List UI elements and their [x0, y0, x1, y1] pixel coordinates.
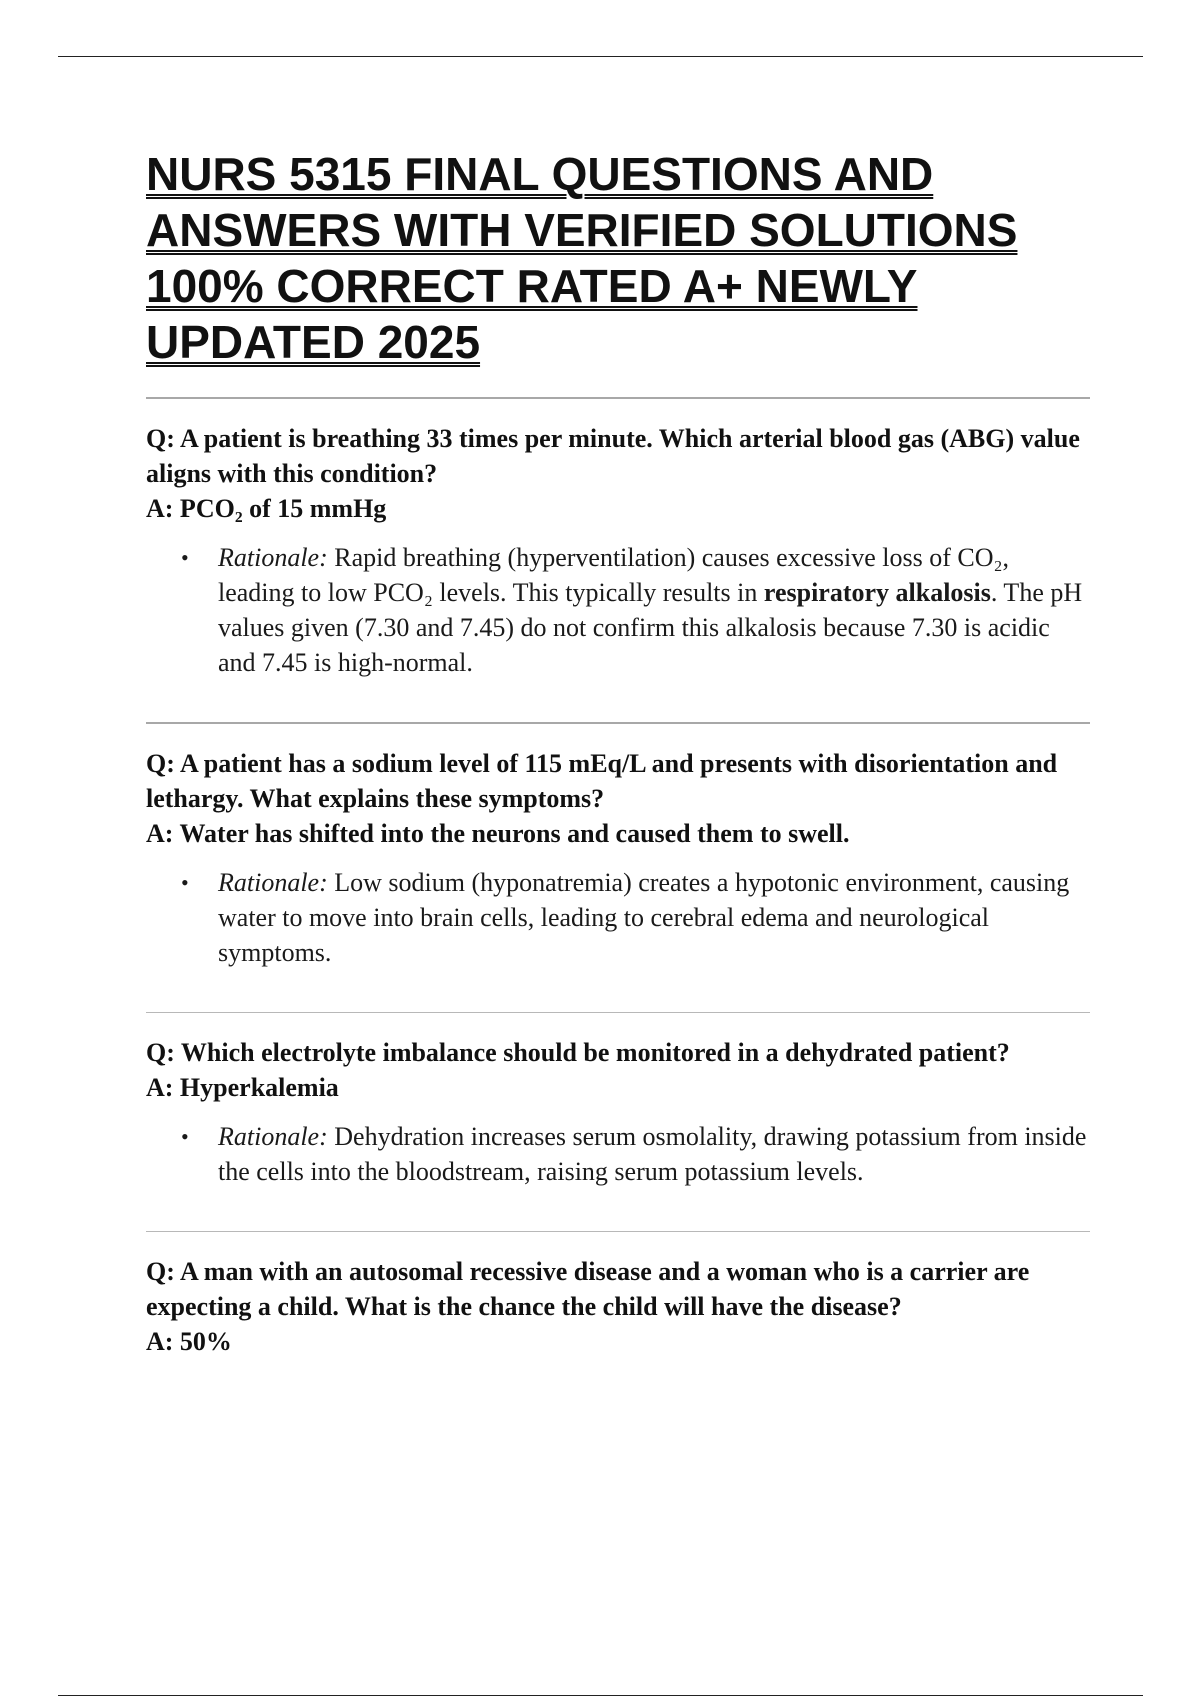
rationale-text: Rapid breathing (hyperventilation) causes excessive loss of CO₂, leading to low PCO₂ levels. This typically results in — [218, 543, 1010, 607]
rationale-list — [146, 540, 1090, 680]
rationale-list — [146, 1119, 1090, 1189]
rationale-label: Rationale: — [218, 1122, 328, 1151]
rationale-text-continued: . The pH values given (7.30 and 7.45) do not confirm this alkalosis because 7.30 is acidic and 7.45 is high-normal. — [218, 578, 1083, 677]
page-bottom-rule — [58, 1695, 1143, 1696]
question-text: Q: A patient is breathing 33 times per minute. Which arterial blood gas (ABG) value aligns with this condition? — [146, 424, 1080, 488]
answer-text: A: 50% — [146, 1327, 232, 1356]
rationale-item — [146, 865, 1090, 970]
document-title-text: NURS 5315 FINAL QUESTIONS AND ANSWERS WITH VERIFIED SOLUTIONS 100% CORRECT RATED A+ NEWLY UPDATED 2025 — [146, 148, 1018, 368]
document-title — [146, 146, 1090, 370]
question-text: Q: Which electrolyte imbalance should be monitored in a dehydrated patient? — [146, 1038, 1010, 1067]
qa-item-1 — [146, 421, 1090, 680]
rationale-label: Rationale: — [218, 543, 328, 572]
bullet-icon: • — [181, 1124, 189, 1149]
question-text: Q: A man with an autosomal recessive disease and a woman who is a carrier are expecting a child. What is the chance the child will have the disease? — [146, 1257, 1030, 1321]
rationale-label: Rationale: — [218, 868, 328, 897]
rationale-text: Dehydration increases serum osmolality, drawing potassium from inside the cells into the bloodstream, raising serum potassium levels. — [218, 1122, 1087, 1186]
answer-text: A: Water has shifted into the neurons and caused them to swell. — [146, 819, 850, 848]
rationale-item — [146, 1119, 1090, 1189]
rationale-text: Low sodium (hyponatremia) creates a hypotonic environment, causing water to move into brain cells, leading to cerebral edema and neurological symptoms. — [218, 868, 1070, 967]
qa-item-4 — [146, 1254, 1090, 1359]
rationale-list — [146, 865, 1090, 970]
rationale-emphasis: respiratory alkalosis — [763, 578, 991, 607]
answer-text: A: Hyperkalemia — [146, 1073, 339, 1102]
bullet-icon: • — [181, 545, 189, 570]
document-body — [146, 146, 1090, 1359]
bullet-icon: • — [181, 870, 189, 895]
question-text: Q: A patient has a sodium level of 115 mEq/L and presents with disorientation and lethargy. What explains these symptoms? — [146, 749, 1058, 813]
qa-item-2 — [146, 746, 1090, 970]
rationale-item — [146, 540, 1090, 680]
page-top-rule — [58, 56, 1143, 57]
answer-text: A: PCO₂ of 15 mmHg — [146, 494, 387, 523]
qa-item-3 — [146, 1035, 1090, 1189]
